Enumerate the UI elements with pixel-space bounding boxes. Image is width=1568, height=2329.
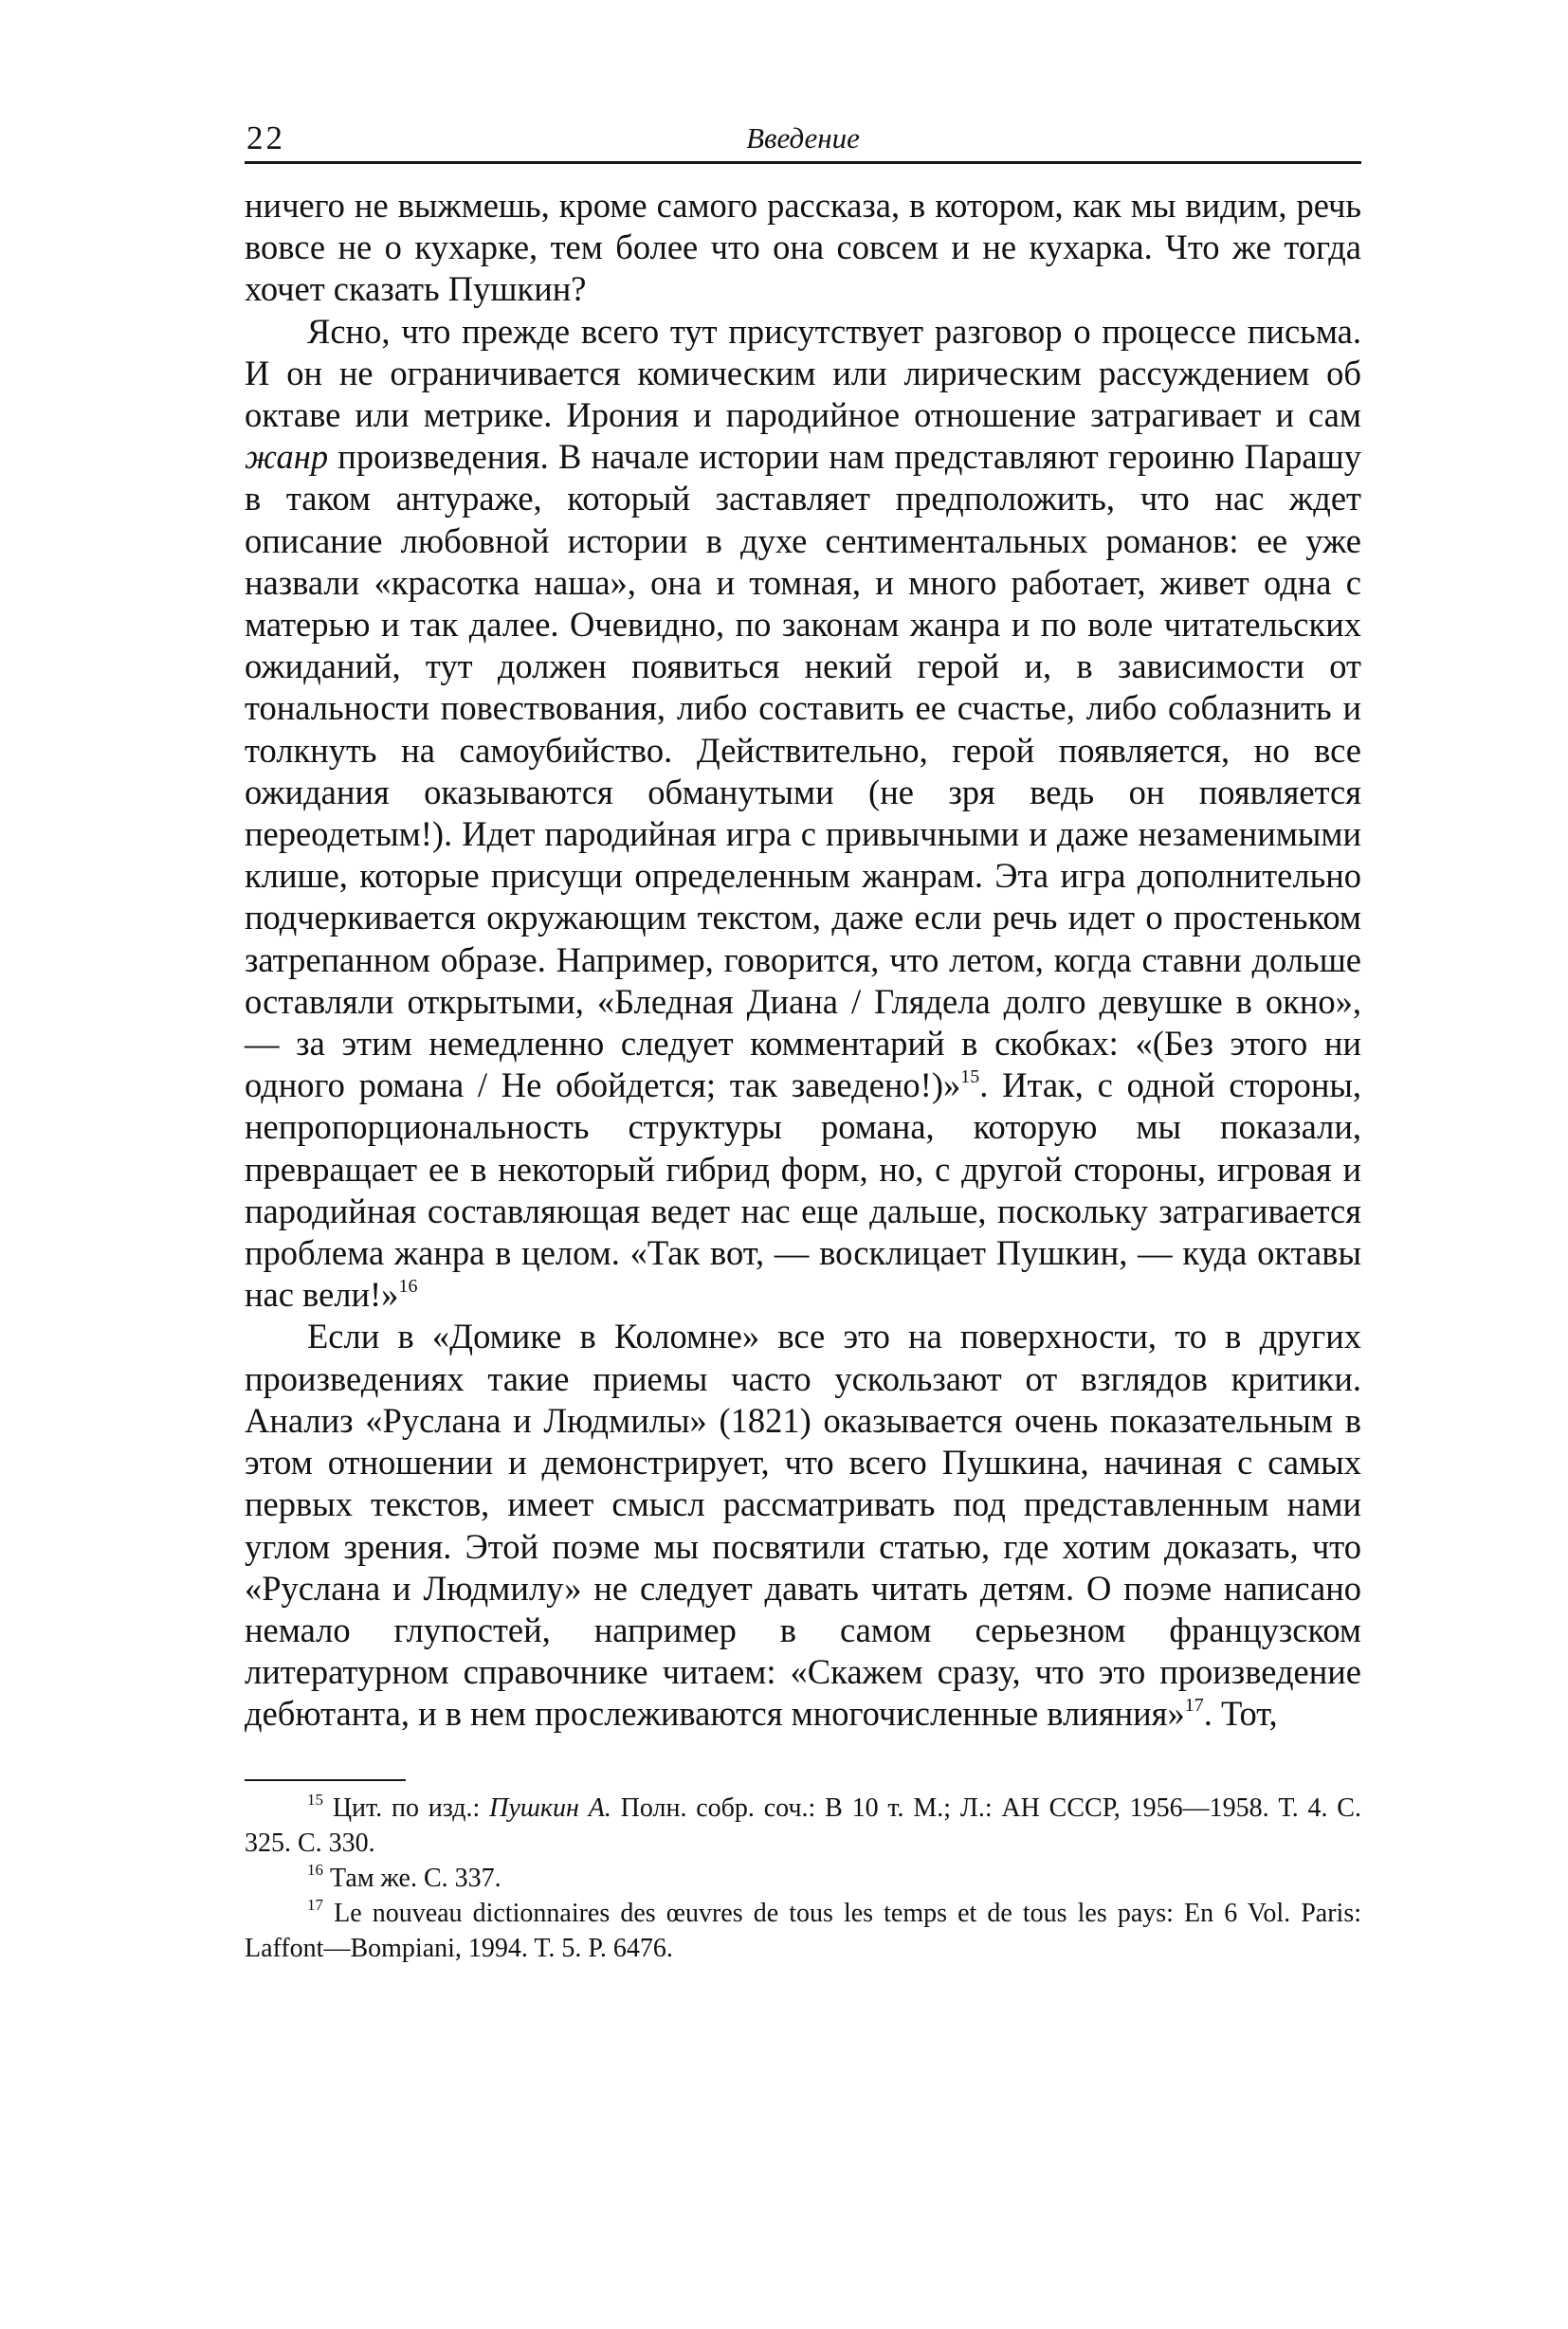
footnote-16-number: 16: [307, 1860, 323, 1879]
footnote-15-number: 15: [307, 1790, 323, 1809]
footnotes: [245, 1791, 1361, 1966]
paragraph-1: [245, 185, 1361, 311]
body-text: [245, 185, 1361, 1736]
running-head: [245, 116, 1361, 164]
chapter-title: Введение: [746, 121, 860, 155]
paragraph-1-text: ничего не выжмешь, кроме самого рассказа, в котором, как мы видим, речь вовсе не о кухарке, тем более что она совсем и не кухарка. Что же тогда хочет сказать Пушкин?: [245, 186, 1361, 309]
footnote-ref-15[interactable]: 15: [960, 1066, 980, 1088]
footnote-15: [245, 1791, 1361, 1861]
footnote-15-post: Полн. собр. соч.: В 10 т. М.; Л.: АН СССР, 1956—1958. Т. 4. С. 325. С. 330.: [245, 1792, 1361, 1858]
footnote-ref-17[interactable]: 17: [1184, 1695, 1204, 1717]
footnote-17: [245, 1896, 1361, 1966]
footnote-17-text: Le nouveau dictionnaires des œuvres de tous les temps et de tous les pays: En 6 Vol. Paris: Laffont—Bompiani, 1994. T. 5. P. 6476.: [245, 1898, 1362, 1963]
emphasis-genre: жанр: [245, 437, 329, 477]
paragraph-3-text-b: . Тот,: [1203, 1694, 1278, 1734]
footnote-15-author: Пушкин А.: [489, 1792, 611, 1823]
footnote-15-pre: Цит. по изд.:: [332, 1792, 490, 1823]
book-page: [245, 116, 1361, 1966]
footnote-17-number: 17: [307, 1895, 323, 1914]
paragraph-3-text-a: Если в «Домике в Коломне» все это на поверхности, то в других произведениях такие приемы часто ускользают от взглядов критики. Анализ «Руслана и Людмилы» (1821) оказывается очень показательным в этом отношении и демонстрирует, что всего Пушкина, начиная с самых первых текстов, имеет смысл рассматривать под представленным нами углом зрения. Этой поэме мы посвятили статью, где хотим доказать, что «Руслана и Людмилу» не следует давать читать детям. О поэме написано немало глупостей, например в самом серьезном французском литературном справочнике читаем: «Скажем сразу, что это произведение дебютанта, и в нем прослеживаются многочисленные влияния»: [245, 1317, 1361, 1734]
page-number: 22: [246, 119, 285, 156]
paragraph-2: [245, 311, 1361, 1317]
footnote-16: [245, 1861, 1361, 1896]
footnote-16-text: Там же. С. 337.: [330, 1863, 501, 1893]
footnote-ref-16[interactable]: 16: [398, 1276, 418, 1298]
paragraph-3: [245, 1316, 1361, 1735]
paragraph-2-text-a: Ясно, что прежде всего тут присутствует разговор о процессе письма. И он не ограничивается комическим или лирическим рассуждением об октаве или метрике. Ирония и пародийное отношение затрагивает и сам: [245, 311, 1361, 435]
paragraph-2-text-b: произведения. В начале истории нам представляют героиню Парашу в таком антураже, который заставляет предположить, что нас ждет описание любовной истории в духе сентиментальных романов: ее уже назвали «красотка наша», она и томная, и много работает, живет одна с матерью и так далее. Очевидно, по законам жанра и по воле читательских ожиданий, тут должен появиться некий герой и, в зависимости от тональности повествования, либо составить ее счастье, либо соблазнить и толкнуть на самоубийство. Действительно, герой появляется, но все ожидания оказываются обманутыми (не зря ведь он появляется переодетым!). Идет пародийная игра с привычными и даже незаменимыми клише, которые присущи определенным жанрам. Эта игра дополнительно подчеркивается окружающим текстом, даже если речь идет о простеньком затрепанном образе. Например, говорится, что летом, когда ставни дольше оставляли открытыми, «Бледная Диана / Глядела долго девушке в окно», — за этим немедленно следует комментарий в скобках: «(Без этого ни одного романа / Не обойдется; так заведено!)»: [245, 437, 1361, 1105]
paragraph-2-text-c: . Итак, с одной стороны, непропорциональность структуры романа, которую мы показали, превращает ее в некоторый гибрид форм, но, с другой стороны, игровая и пародийная составляющая ведет нас еще дальше, поскольку затрагивается проблема жанра в целом. «Так вот, — восклицает Пушкин, — куда октавы нас вели!»: [245, 1065, 1362, 1315]
footnote-divider: [245, 1779, 406, 1781]
